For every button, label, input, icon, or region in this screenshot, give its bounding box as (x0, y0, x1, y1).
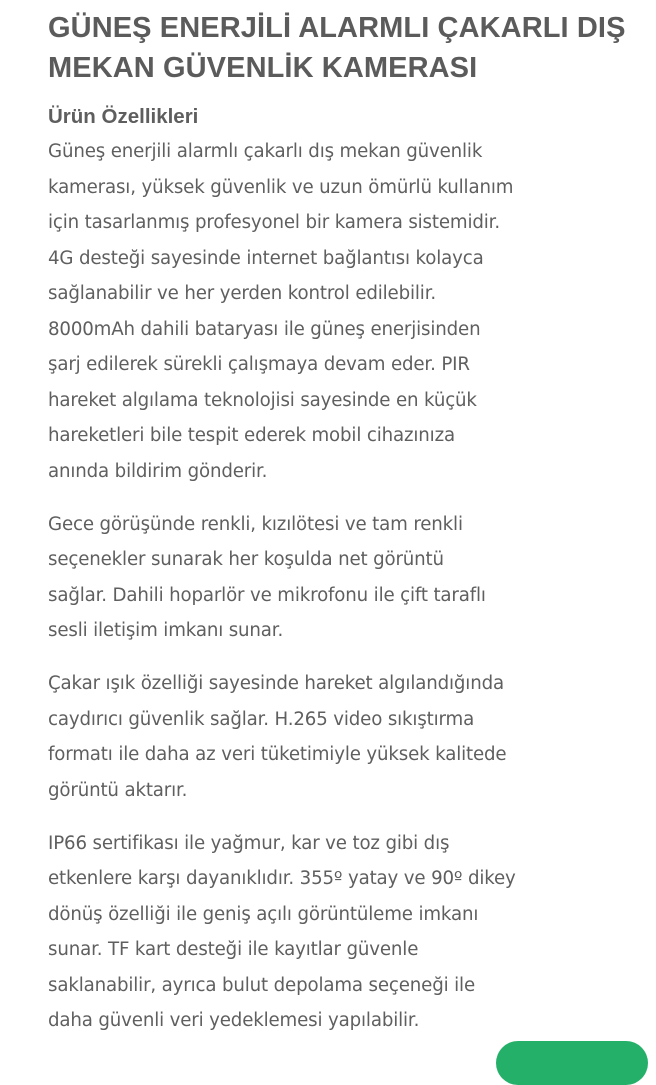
text-line: görüntü aktarır. (48, 779, 188, 801)
text-line: IP66 sertifikası ile yağmur, kar ve toz gibi dış (48, 832, 450, 854)
text-line: şarj edilerek sürekli çalışmaya devam eder. PIR (48, 354, 470, 375)
text-line: etkenlere karşı dayanıklıdır. 355º yatay ve 90º dikey (48, 868, 516, 889)
paragraph-night-vision (48, 507, 628, 649)
text-line: 4G desteği sayesinde internet bağlantısı kolayca (48, 247, 484, 269)
product-description (48, 8, 628, 1056)
page-title (48, 8, 628, 88)
text-line: 8000mAh dahili bataryası ile güneş enerjisinden (48, 318, 481, 340)
paragraph-strobe-light (48, 666, 628, 808)
text-line: daha güvenli veri yedeklemesi yapılabilir. (48, 1010, 420, 1031)
text-line: seçenekler sunarak her koşulda net görüntü (48, 549, 444, 570)
text-line: sağlar. Dahili hoparlör ve mikrofonu ile çift taraflı (48, 584, 486, 606)
text-line: dönüş özelliği ile geniş açılı görüntüleme imkanı (48, 903, 479, 925)
paragraph-overview (48, 134, 628, 489)
text-line: hareket algılama teknolojisi sayesinde en küçük (48, 389, 477, 411)
title-line: GÜNEŞ ENERJİLİ ALARMLI ÇAKARLI DIŞ (48, 12, 626, 44)
section-heading-features: Ürün Özellikleri (48, 105, 199, 128)
text-line: Gece görüşünde renkli, kızılötesi ve tam renkli (48, 513, 463, 535)
text-line: kamerası, yüksek güvenlik ve uzun ömürlü kullanım (48, 176, 514, 198)
text-line: hareketleri bile tespit ederek mobil cihazınıza (48, 425, 455, 446)
text-line: anında bildirim gönderir. (48, 460, 268, 482)
text-line: için tasarlanmış profesyonel bir kamera sistemidir. (48, 212, 500, 233)
text-line: sağlanabilir ve her yerden kontrol edilebilir. (48, 283, 436, 304)
text-line: formatı ile daha az veri tüketimiyle yüksek kalitede (48, 744, 507, 765)
paragraph-durability (48, 826, 628, 1039)
text-line: Çakar ışık özelliği sayesinde hareket algılandığında (48, 673, 504, 694)
title-line: MEKAN GÜVENLİK KAMERASI (48, 52, 478, 84)
text-line: caydırıcı güvenlik sağlar. H.265 video sıkıştırma (48, 708, 475, 730)
text-line: Güneş enerjili alarmlı çakarlı dış mekan güvenlik (48, 141, 483, 162)
text-line: saklanabilir, ayrıca bulut depolama seçeneği ile (48, 974, 475, 996)
text-line: sunar. TF kart desteği ile kayıtlar güvenle (48, 939, 419, 960)
text-line: sesli iletişim imkanı sunar. (48, 620, 284, 641)
floating-action-button[interactable] (496, 1041, 648, 1085)
